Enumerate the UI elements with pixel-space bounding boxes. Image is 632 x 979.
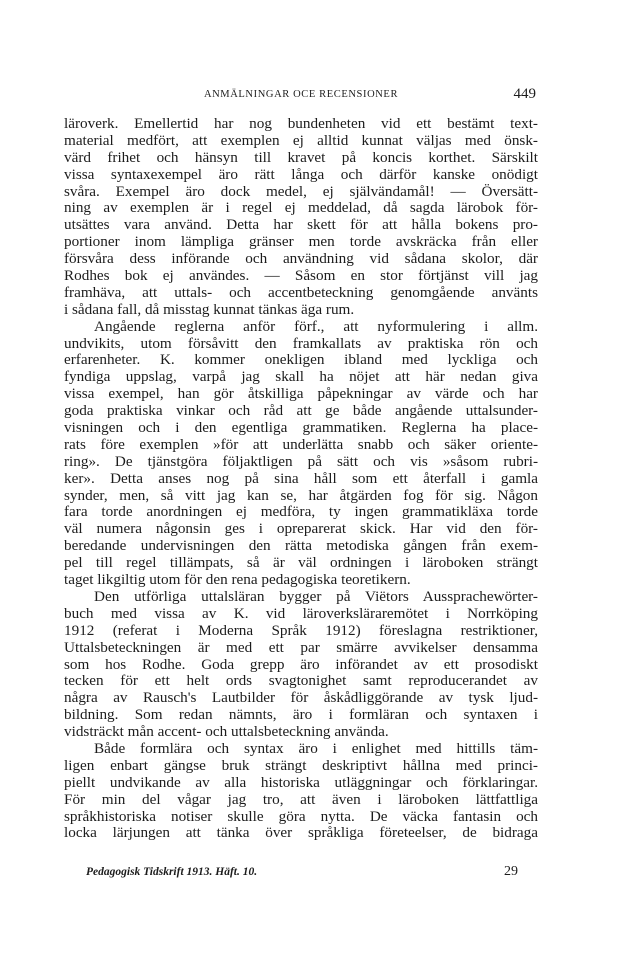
- text-line: piellt undvikande av alla historiska utläggningar och förklaringar.: [64, 774, 538, 791]
- body-text: [64, 116, 538, 842]
- text-line: beredande undervisningen den rätta metodiska gången från exem-: [64, 538, 538, 555]
- text-line: buch med vissa av K. vid läroverksläraremötet i Norrköping: [64, 605, 538, 622]
- text-line: några av Rausch's Lautbilder för åskådliggörande av tysk ljud-: [64, 690, 538, 707]
- text-line: visningen och i den egentliga grammatiken. Reglerna ha place-: [64, 420, 538, 437]
- text-line: goda praktiska vinkar och råd att ge både angående uttalsunder-: [64, 403, 538, 420]
- page-header: [64, 86, 538, 106]
- text-line: vidsträckt mån accent- och uttalsbeteckning använda.: [64, 724, 389, 741]
- text-line: 1912 (referat i Moderna Språk 1912) föreslagna restriktioner,: [64, 622, 538, 639]
- page-number: 449: [513, 86, 536, 102]
- signature-mark: 29: [504, 864, 518, 879]
- paragraph: [64, 589, 538, 741]
- text-line: Den utförliga uttalsläran bygger på Viëtors Aussprachewörter-: [94, 588, 538, 605]
- text-line: i sådana fall, då misstag kunnat tänkas äga rum.: [64, 301, 355, 318]
- text-line: undvikits, utom försåvitt den framkallats av praktiska rön och: [64, 335, 538, 352]
- text-line: erfarenheter. K. kommer onekligen ibland med lyckliga och: [64, 352, 538, 369]
- text-line: ring». De tjänstgöra följaktligen på sätt och vis »såsom rubri-: [64, 453, 538, 470]
- page-footer: [86, 862, 518, 880]
- text-line: läroverk. Emellertid har nog bundenheten vid ett bestämt text-: [64, 116, 538, 132]
- text-line: portioner inom lämpliga gränser men torde avskräcka från eller: [64, 234, 538, 251]
- paragraph: [64, 741, 538, 842]
- text-line: försvåra dess införande och användning vid sådana skolor, där: [64, 251, 538, 268]
- paragraph: [64, 116, 538, 319]
- text-line: som hos Rodhe. Goda grepp äro införandet av ett prosodiskt: [64, 656, 538, 673]
- text-line: locka lärjungen att tänka över språkliga företeelser, de bidraga: [64, 825, 538, 842]
- text-line: väl numera någonsin ges i opreparerat skick. Har vid den för-: [64, 521, 538, 538]
- text-line: Uttalsbeteckningen är med ett par smärre avvikelser densamma: [64, 639, 538, 656]
- text-line: synder, men, så vitt jag kan se, har åtgärden fog för sig. Någon: [64, 487, 538, 504]
- text-line: ligen enbart gängse bruk strängt deskriptivt hållna med princi-: [64, 757, 538, 774]
- text-line: värd frihet och hänsyn till kravet på koncis korthet. Särskilt: [64, 149, 538, 166]
- journal-imprint: Pedagogisk Tidskrift 1913. Häft. 10.: [86, 866, 258, 878]
- text-line: fyndiga uppslag, varpå jag skall ha nöjet att här nedan giva: [64, 369, 538, 386]
- text-line: svåra. Exempel äro dock medel, ej självändamål! — Översätt-: [64, 183, 538, 200]
- text-line: framhäva, att uttals- och accentbeteckning genomgående använts: [64, 284, 538, 301]
- text-line: material medfört, att exemplen ej alltid kunnat väljas med önsk-: [64, 132, 538, 149]
- text-line: vissa syntaxexempel äro rätt långa och därför kanske onödigt: [64, 166, 538, 183]
- text-line: bildning. Som redan nämnts, äro i formläran och syntaxen i: [64, 707, 538, 724]
- text-line: Rodhes bok ej användes. — Såsom en stor förtjänst vill jag: [64, 268, 538, 285]
- text-line: taget likgiltig utom för den rena pedagogiska teoretikern.: [64, 572, 411, 589]
- text-line: språkhistoriska notiser skulle göra nytta. De väcka fantasin och: [64, 808, 538, 825]
- text-line: ning av exemplen är i regel ej meddelad, då sagda lärobok för-: [64, 200, 538, 217]
- text-line: ker». Detta anses nog på sina håll som ett återfall i gamla: [64, 470, 538, 487]
- running-title: ANMÄLNINGAR OCE RECENSIONER: [203, 89, 399, 100]
- text-line: rats före exemplen »för att underlätta snabb och säker oriente-: [64, 436, 538, 453]
- text-line: utsättes vara använd. Detta har skett för att hålla bokens pro-: [64, 217, 538, 234]
- text-line: Angående reglerna anför förf., att nyformulering i allm.: [94, 318, 538, 335]
- text-line: vissa exempel, han gör åtskilliga påpekningar av värde och har: [64, 386, 538, 403]
- text-line: För min del vågar jag tro, att även i läroboken lättfattliga: [64, 791, 538, 808]
- text-line: tecken för ett helt ords svagtonighet samt reproducerandet av: [64, 673, 538, 690]
- text-line: pel till regel tillämpats, så är väl ordningen i läroboken strängt: [64, 555, 538, 572]
- paragraph: [64, 319, 538, 589]
- text-line: Både formlära och syntax äro i enlighet med hittills täm-: [94, 740, 538, 757]
- text-line: fara torde anordningen ej medföra, ty ingen grammatikläxa torde: [64, 504, 538, 521]
